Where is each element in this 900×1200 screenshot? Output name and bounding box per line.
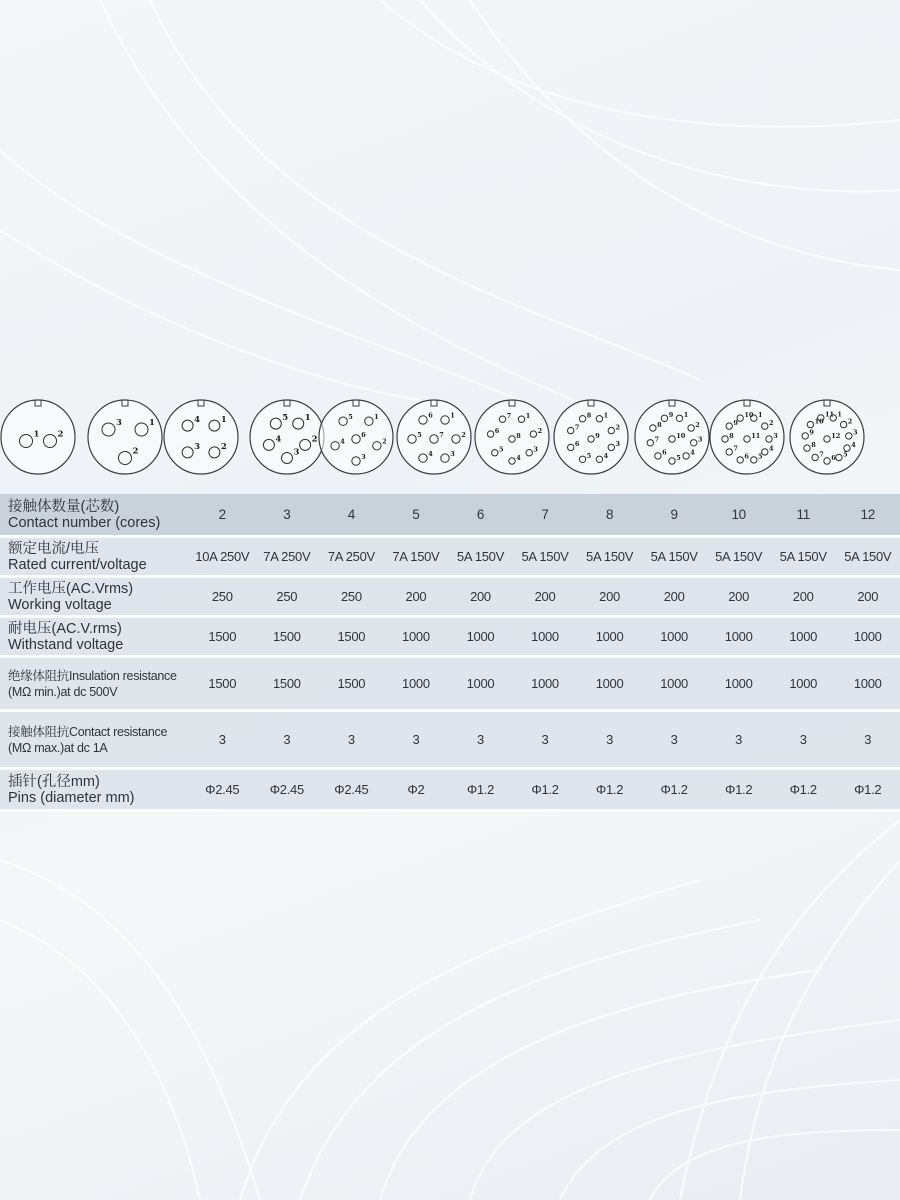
table-row (0, 538, 900, 578)
table-row (0, 658, 900, 712)
pin-number: 11 (751, 431, 761, 440)
pin-number: 6 (662, 448, 667, 457)
pin-number: 3 (853, 428, 858, 437)
cell: 12 (860, 507, 875, 522)
pin-number: 1 (758, 410, 763, 419)
cell: 3 (799, 732, 807, 747)
pin-number: 4 (340, 437, 345, 446)
cell: 3 (606, 732, 614, 747)
cell: 200 (534, 589, 556, 604)
cell: 1000 (402, 676, 430, 691)
label-en: Working voltage (8, 596, 112, 613)
cell: Φ1.2 (595, 782, 624, 797)
connector-diagram-11-pin (710, 400, 784, 474)
cell: 5A 150V (844, 549, 892, 564)
connector-diagram-2-pin (1, 400, 75, 474)
pin-number: 7 (733, 444, 738, 453)
cell: 1000 (789, 676, 818, 691)
connector-diagram-10-pin (635, 400, 709, 474)
pin-number: 6 (361, 430, 366, 439)
pin-number: 5 (586, 452, 592, 461)
table-row (0, 770, 900, 812)
cell: 3 (283, 507, 291, 522)
pin-number: 9 (595, 431, 600, 440)
cell: Φ1.2 (854, 782, 882, 797)
row-label (0, 541, 190, 573)
cell: Φ2.45 (205, 782, 240, 797)
cell: Φ2.45 (269, 782, 304, 797)
cell: 1000 (853, 676, 882, 691)
pin-number: 2 (615, 423, 621, 432)
label-cn: 接触体阻抗Contact resistance (8, 724, 168, 739)
label-cn: 接触体数量(芯数) (8, 498, 120, 515)
pin-number: 3 (194, 441, 201, 452)
cell: 3 (670, 732, 678, 747)
pin-number: 2 (769, 418, 774, 427)
cell: 1500 (272, 629, 301, 644)
spec-table (0, 494, 900, 812)
pin-number: 2 (382, 437, 387, 446)
pin-number: 3 (697, 435, 703, 444)
pin-number: 5 (843, 450, 848, 459)
cell: 3 (735, 732, 743, 747)
pin-number: 1 (33, 429, 40, 440)
pin-number: 4 (194, 415, 201, 426)
pin-number: 1 (374, 413, 379, 421)
pin-number: 9 (733, 418, 738, 427)
cell: 3 (412, 732, 420, 747)
cell: Φ1.2 (789, 782, 817, 797)
pin-number: 7 (439, 430, 444, 439)
cell: 200 (599, 589, 620, 604)
table-row (0, 712, 900, 770)
cell: 200 (792, 589, 814, 604)
cell: 3 (476, 732, 484, 747)
cell: 5A 150V (521, 549, 569, 564)
cell: 1000 (660, 629, 688, 644)
pin-number: 1 (525, 412, 531, 420)
cell: 8 (605, 507, 614, 522)
pin-number: 1 (683, 411, 689, 420)
cell: 200 (728, 589, 750, 604)
table-row (0, 618, 900, 658)
pin-number: 3 (293, 447, 300, 458)
label-en: Withstand voltage (8, 636, 124, 653)
pin-number: 2 (132, 446, 139, 457)
pin-number: 7 (574, 423, 580, 432)
cell: 5A 150V (715, 549, 763, 564)
cell: 1000 (660, 676, 688, 691)
pin-number: 5 (282, 413, 289, 424)
pin-number: 4 (851, 440, 856, 449)
cell: 250 (340, 589, 362, 604)
cell: 1000 (595, 676, 624, 691)
pin-number: 2 (461, 430, 466, 439)
label-en: (MΩ max.)at dc 1A (8, 740, 108, 755)
pin-number: 6 (494, 426, 500, 435)
label-en: Contact number (cores) (8, 514, 161, 531)
pin-number: 5 (348, 413, 353, 421)
cell: 1000 (595, 629, 624, 644)
pin-number: 7 (654, 435, 660, 444)
cell: 9 (670, 507, 678, 522)
pin-number: 4 (275, 434, 282, 445)
pin-number: 5 (499, 445, 504, 454)
pin-number: 8 (657, 420, 662, 429)
pin-number: 6 (428, 411, 433, 420)
cell: 5 (412, 507, 420, 522)
pin-number: 2 (311, 434, 318, 445)
connector-diagram-8-pin (475, 400, 549, 474)
pin-number: 10 (814, 417, 824, 426)
cell: 1000 (466, 629, 495, 644)
label-en: Rated current/voltage (8, 556, 147, 573)
cell: 1500 (337, 676, 366, 691)
cell: 5A 150V (650, 549, 698, 564)
pin-number: 2 (220, 441, 227, 452)
cell: 10 (731, 507, 746, 522)
cell: Φ1.2 (531, 782, 559, 797)
cell: 4 (347, 507, 355, 522)
cell: Φ2.45 (334, 782, 369, 797)
pin-number: 1 (603, 411, 609, 420)
cell: 1000 (402, 629, 430, 644)
pin-number: 3 (116, 418, 122, 428)
row-label (0, 774, 190, 806)
cell: 1500 (208, 676, 237, 691)
connector-diagram-6-pin (319, 400, 393, 474)
pin-number: 6 (574, 440, 580, 449)
pin-number: 7 (506, 412, 512, 420)
cell: 3 (347, 732, 355, 747)
row-label (0, 499, 190, 531)
pin-number: 3 (773, 431, 778, 440)
connector-diagram-3-pin (88, 400, 162, 474)
cell: 200 (470, 589, 491, 604)
cell: 1000 (466, 676, 495, 691)
pin-number: 4 (603, 452, 609, 461)
pin-number: 6 (831, 453, 836, 462)
label-en: Pins (diameter mm) (8, 789, 135, 806)
pin-number: 2 (695, 420, 700, 429)
cell: 3 (283, 732, 291, 747)
cell: Φ2 (407, 782, 425, 797)
cell: 200 (663, 589, 685, 604)
cell: 1500 (272, 676, 301, 691)
pin-number: 3 (533, 445, 538, 454)
label-cn: 额定电流/电压 (8, 540, 100, 557)
row-label (0, 621, 190, 653)
label-cn: 插针(孔径mm) (8, 773, 100, 790)
connector-pin-diagrams (0, 398, 900, 476)
pin-number: 9 (809, 428, 814, 437)
cell: 1500 (337, 629, 366, 644)
pin-number: 8 (729, 431, 734, 440)
connector-diagram-7-pin (397, 400, 471, 474)
pin-number: 1 (220, 415, 227, 426)
cell: 5A 150V (586, 549, 634, 564)
cell: Φ1.2 (725, 782, 753, 797)
pin-number: 10 (676, 431, 686, 440)
cell: 3 (541, 732, 549, 747)
cell: 2 (218, 507, 226, 522)
cell: 3 (218, 732, 226, 747)
pin-number: 2 (57, 429, 64, 440)
cell: 11 (796, 507, 810, 522)
cell: 200 (405, 589, 427, 604)
pin-number: 12 (831, 431, 841, 440)
pin-number: 4 (516, 453, 521, 462)
cell: 1000 (853, 629, 882, 644)
cell: 1000 (531, 629, 559, 644)
pin-number: 1 (837, 410, 842, 419)
pin-number: 5 (417, 430, 422, 439)
row-label (0, 581, 190, 613)
cell: Φ1.2 (466, 782, 495, 797)
pin-number: 11 (825, 410, 835, 419)
label-en: (MΩ min.)at dc 500V (8, 684, 118, 699)
cell: 7 (541, 507, 549, 522)
cell: 3 (864, 732, 872, 747)
label-cn: 工作电压(AC.Vrms) (8, 580, 134, 597)
pin-number: 1 (149, 418, 155, 428)
cell: 1000 (531, 676, 559, 691)
cell: Φ1.2 (660, 782, 688, 797)
pin-number: 5 (758, 452, 763, 461)
pin-number: 5 (676, 453, 681, 462)
cell: 1000 (724, 676, 753, 691)
cell: 7A 150V (392, 549, 440, 564)
pin-number: 6 (744, 452, 749, 461)
pin-number: 10 (744, 410, 754, 419)
cell: 5A 150V (456, 549, 504, 564)
cell: 7A 250V (327, 549, 375, 564)
cell: 250 (211, 589, 233, 604)
cell: 1000 (724, 629, 753, 644)
cell: 1000 (789, 629, 818, 644)
header-row (0, 494, 900, 538)
pin-number: 2 (537, 426, 543, 435)
pin-number: 9 (668, 411, 674, 420)
pin-number: 1 (304, 413, 311, 424)
pin-number: 3 (615, 440, 621, 449)
cell: 250 (276, 589, 298, 604)
pin-number: 8 (811, 440, 816, 449)
cell: 1500 (208, 629, 237, 644)
connector-diagram-5-pin (250, 400, 324, 474)
connector-diagram-9-pin (554, 400, 628, 474)
pin-number: 4 (769, 444, 774, 453)
pin-number: 8 (516, 431, 521, 440)
row-label (0, 724, 190, 756)
pin-number: 4 (428, 449, 433, 458)
cell: 5A 150V (779, 549, 827, 564)
table-row (0, 578, 900, 618)
connector-diagram-4-pin (164, 400, 238, 474)
connector-diagram-12-pin (790, 400, 864, 474)
cell: 7A 250V (263, 549, 311, 564)
pin-number: 2 (847, 417, 853, 426)
row-label (0, 668, 190, 700)
pin-number: 4 (690, 448, 695, 457)
cell: 10A 250V (195, 549, 250, 564)
cell: 6 (476, 507, 485, 522)
pin-number: 3 (361, 452, 366, 461)
pin-number: 8 (586, 411, 592, 420)
pin-number: 1 (450, 411, 455, 420)
label-cn: 耐电压(AC.V.rms) (8, 620, 122, 637)
cell: 200 (857, 589, 879, 604)
pin-number: 7 (819, 450, 824, 459)
label-cn: 绝缘体阻抗Insulation resistance (8, 668, 177, 683)
pin-number: 3 (450, 449, 455, 458)
